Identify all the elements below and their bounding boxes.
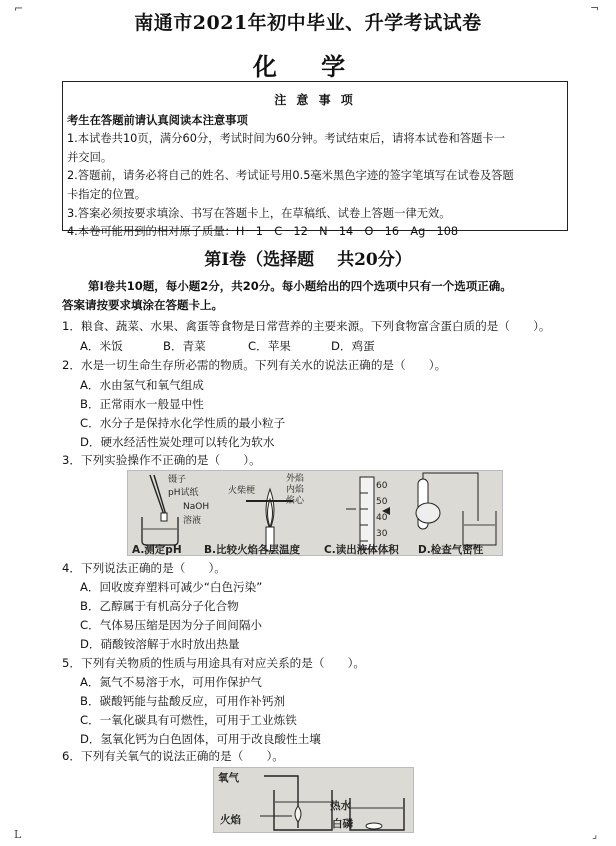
question-2-option-a: A．水由氢气和氧气组成 (80, 378, 204, 392)
tick-30: 30 (376, 529, 388, 539)
question-5-stem: 5．下列有关物质的性质与用途具有对应关系的是（ ）。 (62, 656, 366, 670)
label-flame: 火焰 (220, 814, 241, 826)
question-3-figure (127, 470, 503, 556)
tick-40: 40 (376, 513, 388, 523)
question-2-option-c: C．水分子是保持水化学性质的最小粒子 (80, 416, 286, 430)
question-6-figure (213, 767, 414, 833)
corner-mark-tr: ¬ (590, 2, 600, 15)
question-4-option-b: B．乙醇属于有机高分子化合物 (80, 599, 239, 613)
label-white-phosphorus: 白磷 (332, 818, 353, 830)
exam-title: 南通市2021年初中毕业、升学考试试卷 (134, 12, 482, 34)
caption-a: A.测定pH (132, 544, 182, 556)
notice-heading: 注 意 事 项 (274, 93, 356, 107)
tick-60: 60 (376, 481, 388, 491)
question-1-option-a: A．米饭 (80, 339, 123, 353)
question-4-stem: 4．下列说法正确的是（ ）。 (62, 561, 226, 575)
notice-line: 3.答案必须按要求填涂、书写在答题卡上，在草稿纸、试卷上答题一律无效。 (67, 206, 451, 220)
caption-d: D.检查气密性 (418, 544, 484, 556)
question-2-option-b: B．正常雨水一般显中性 (80, 397, 204, 411)
question-5-option-a: A．氮气不易溶于水，可用作保护气 (80, 675, 262, 689)
corner-mark-bl: L (14, 828, 22, 841)
notice-box (62, 81, 568, 239)
question-5-option-b: B．碳酸钙能与盐酸反应，可用作补钙剂 (80, 694, 286, 708)
notice-lead: 考生在答题前请认真阅读本注意事项 (67, 113, 248, 127)
notice-line: 并交回。 (67, 150, 113, 164)
question-2-stem: 2．水是一切生命生存所必需的物质。下列有关水的说法正确的是（ ）。 (62, 358, 447, 372)
instruction-line: 答案请按要求填涂在答题卡上。 (62, 298, 223, 312)
label-solution: 溶液 (183, 516, 202, 526)
subject-title: 化 学 (252, 52, 364, 81)
question-6-stem: 6．下列有关氧气的说法正确的是（ ）。 (62, 749, 284, 763)
caption-c: C.读出液体体积 (324, 544, 399, 556)
caption-b: B.比较火焰各层温度 (204, 544, 300, 556)
notice-line: 1.本试卷共10页，满分60分，考试时间为60分钟。考试结束后，请将本试卷和答题卡一 (67, 132, 506, 146)
question-2-option-d: D．硬水经活性炭处理可以转化为软水 (80, 435, 275, 449)
question-1-option-d: D．鸡蛋 (331, 339, 375, 353)
corner-mark-tl: ⌐ (14, 2, 24, 15)
instruction-line: 第Ⅰ卷共10题，每小题2分，共20分。每小题给出的四个选项中只有一个选项正确。 (88, 279, 512, 293)
question-5-option-c: C．一氧化碳具有可燃性，可用于工业炼铁 (80, 713, 297, 727)
phosphorus-experiment-drawing (214, 768, 415, 834)
notice-line: 2.答题前，请务必将自己的姓名、考试证号用0.5毫米黑色字迹的签字笔填写在试卷及答题 (67, 169, 514, 183)
question-4-option-c: C．气体易压缩是因为分子间间隔小 (80, 618, 263, 632)
section-title: 第Ⅰ卷（选择题 共20分） (204, 250, 412, 270)
label-hot-water: 热水 (330, 800, 351, 812)
notice-line: 4.本卷可能用到的相对原子质量：H－1 C－12 N－14 O－16 Ag－108 (67, 225, 459, 239)
question-1-option-b: B．青菜 (163, 339, 206, 353)
question-5-option-d: D．氢氧化钙为白色固体，可用于改良酸性土壤 (80, 732, 321, 746)
label-naoh: NaOH (183, 502, 210, 512)
label-ph-paper: pH试纸 (168, 488, 199, 498)
question-4-option-d: D．硝酸铵溶解于水时放出热量 (80, 637, 240, 651)
label-flame-core: 焰心 (286, 496, 305, 506)
tick-50: 50 (376, 497, 388, 507)
notice-line: 卡指定的位置。 (67, 187, 147, 201)
question-1-stem: 1．粮食、蔬菜、水果、禽蛋等食物是日常营养的主要来源。下列食物富含蛋白质的是（ ）。 (62, 319, 551, 333)
question-3-stem: 3．下列实验操作不正确的是（ ）。 (62, 453, 261, 467)
label-outer-flame: 外焰 (286, 474, 305, 484)
label-tweezers: 镊子 (168, 475, 187, 485)
question-4-option-a: A．回收废弃塑料可减少“白色污染” (80, 580, 263, 594)
corner-mark-br: ⌟ (592, 828, 598, 841)
question-1-option-c: C．苹果 (248, 339, 291, 353)
label-inner-flame: 内焰 (286, 485, 305, 495)
label-matchstick: 火柴梗 (228, 486, 256, 496)
label-oxygen: 氧气 (218, 772, 239, 784)
